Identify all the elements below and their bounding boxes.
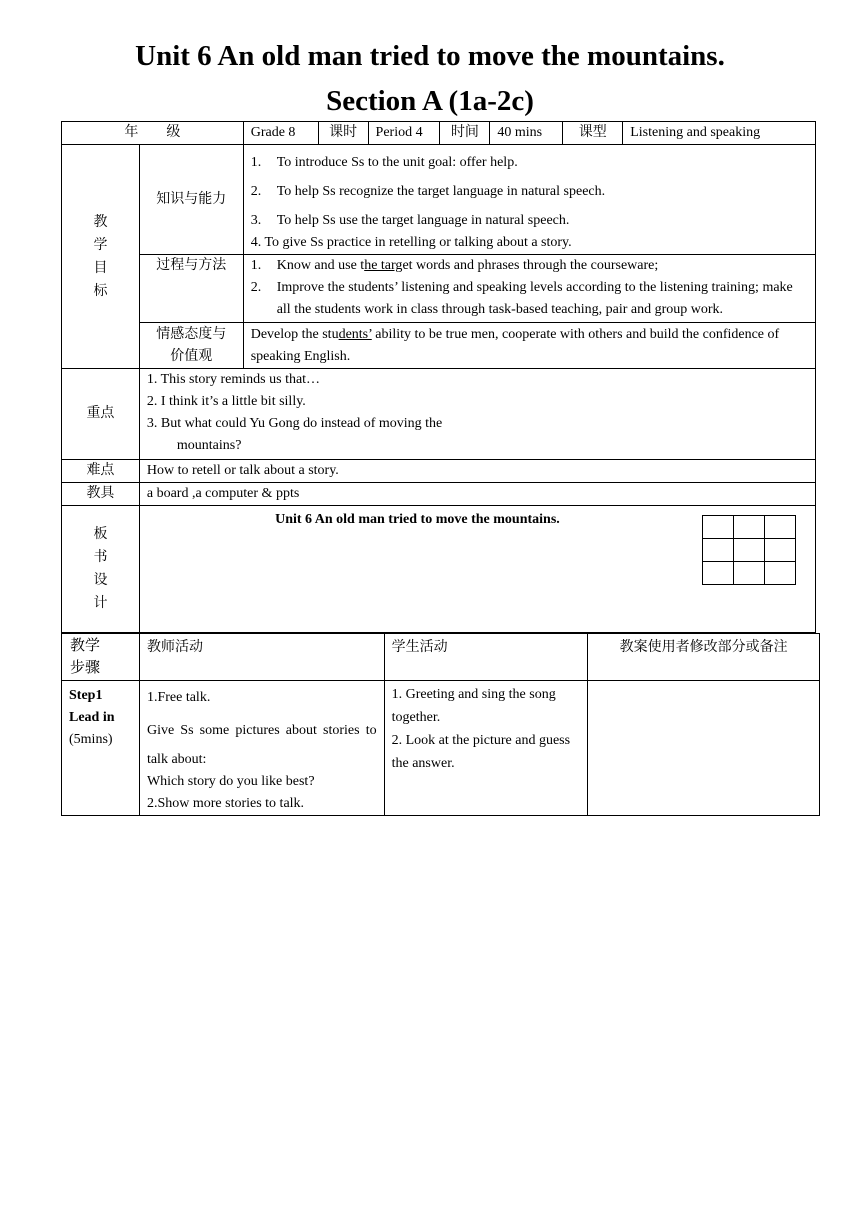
time-label: 时间 — [440, 122, 490, 145]
lesson-plan-table — [61, 121, 816, 633]
period-value: Period 4 — [368, 122, 440, 145]
difficulty-row — [62, 460, 816, 483]
emotion-row — [62, 323, 816, 369]
notes-cell — [588, 681, 820, 816]
list-item: Give Ss some pictures about stories to talk about: — [146, 723, 377, 767]
teacher-col-header: 教师活动 — [139, 634, 384, 681]
list-item: 2. Improve the students’ listening and speaking levels according to the listening training; make all the students work in class through task-based teaching, pair and group work. — [250, 280, 793, 317]
difficulty-label: 难点 — [62, 460, 140, 483]
list-item: 4. To give Ss practice in retelling or talking about a story. — [250, 235, 572, 250]
period-label: 课时 — [318, 122, 368, 145]
process-content — [243, 255, 815, 323]
board-char: 设 — [93, 573, 108, 588]
tools-content: a board ,a computer & ppts — [139, 483, 815, 506]
board-row — [62, 506, 816, 633]
list-item: Which story do you like best? — [146, 774, 315, 789]
process-row — [62, 255, 816, 323]
emotion-content: Develop the students’ ability to be true men, cooperate with others and build the confidence of speaking English. — [243, 323, 815, 369]
board-heading: Unit 6 An old man tried to move the mountains. — [275, 512, 560, 527]
list-item: 2.Show more stories to talk. — [146, 796, 305, 811]
goals-char: 学 — [93, 237, 108, 253]
time-value: 40 mins — [490, 122, 563, 145]
board-char: 书 — [93, 550, 108, 565]
list-item: 1. Know and use the target words and phrases through the courseware; — [250, 258, 659, 273]
tools-label: 教具 — [62, 483, 140, 506]
list-item: 1.Free talk. — [146, 690, 211, 705]
type-label: 课型 — [563, 122, 623, 145]
knowledge-content — [243, 145, 815, 255]
list-item: 2. To help Ss recognize the target language in natural speech. — [250, 184, 606, 199]
list-item: 2. I think it’s a little bit silly. — [146, 394, 306, 409]
emotion-label: 情感态度与 价值观 — [139, 323, 243, 369]
step1-row — [62, 681, 820, 816]
list-item: 2. Look at the picture and guess the answer. — [391, 733, 571, 771]
knowledge-label: 知识与能力 — [139, 145, 243, 255]
process-label: 过程与方法 — [139, 255, 243, 323]
student-col-header: 学生活动 — [384, 634, 588, 681]
board-grid — [702, 515, 796, 585]
steps-table — [61, 633, 820, 816]
board-label — [62, 506, 140, 633]
board-char: 计 — [93, 596, 108, 611]
goals-char: 标 — [93, 283, 108, 299]
key-points-content — [139, 369, 815, 460]
goals-label — [62, 145, 140, 369]
list-item: 1. To introduce Ss to the unit goal: offer help. — [250, 155, 518, 170]
steps-header-row — [62, 634, 820, 681]
tools-row — [62, 483, 816, 506]
page-title: Unit 6 An old man tried to move the mountains. — [135, 40, 725, 72]
knowledge-row — [62, 145, 816, 255]
list-item: 3. But what could Yu Gong do instead of moving the — [146, 416, 443, 431]
key-points-label: 重点 — [62, 369, 140, 460]
step-col-header: 教学步骤 — [62, 634, 140, 681]
grade-label: 年 级 — [62, 122, 244, 145]
page-subtitle: Section A (1a-2c) — [326, 85, 534, 117]
list-item: 3. To help Ss use the target language in natural speech. — [250, 213, 570, 228]
list-item: mountains? — [176, 438, 242, 453]
board-content — [139, 506, 815, 633]
info-row — [62, 122, 816, 145]
type-value: Listening and speaking — [623, 122, 816, 145]
grade-value: Grade 8 — [243, 122, 318, 145]
teacher-activity — [139, 681, 384, 816]
key-points-row — [62, 369, 816, 460]
list-item: 1. Greeting and sing the song together. — [391, 687, 556, 725]
student-activity — [384, 681, 588, 816]
goals-char: 目 — [93, 260, 108, 276]
difficulty-content: How to retell or talk about a story. — [139, 460, 815, 483]
step1-label: Step1 Lead in (5mins) — [62, 681, 140, 816]
board-char: 板 — [93, 527, 108, 542]
list-item: 1. This story reminds us that… — [146, 372, 321, 387]
goals-char: 教 — [93, 214, 108, 230]
notes-col-header: 教案使用者修改部分或备注 — [588, 634, 820, 681]
